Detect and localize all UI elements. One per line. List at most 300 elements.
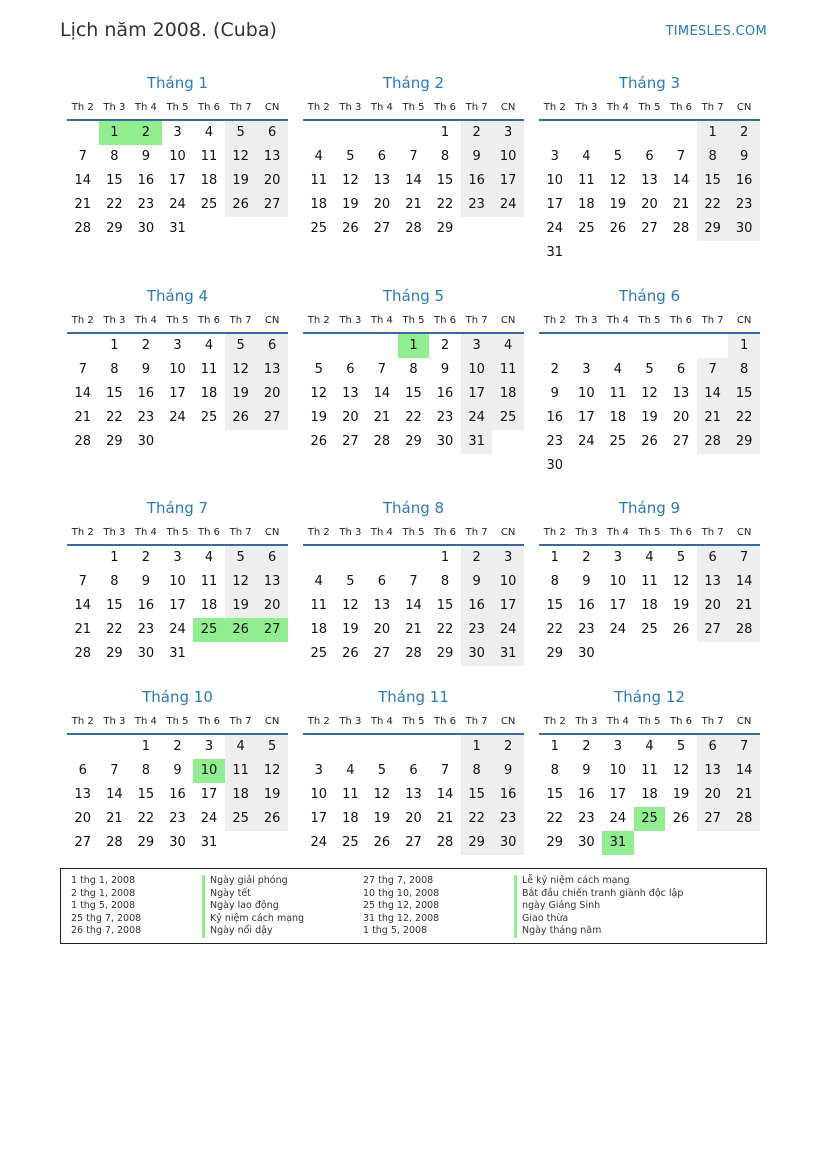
day-cell: 27	[405, 835, 422, 850]
day-cell: 12	[256, 759, 288, 783]
day-cell: 6	[256, 546, 288, 570]
day-cell: 22	[546, 811, 564, 826]
weekday-label: Th 5	[638, 102, 661, 113]
day-cell: 22	[137, 811, 155, 826]
empty-day-cell	[335, 121, 367, 145]
weekday-header	[303, 711, 524, 735]
day-cell: 28	[106, 835, 123, 850]
day-cell: 18	[310, 622, 328, 637]
day-cell: 28	[436, 835, 454, 850]
day-cell: 20	[405, 811, 422, 826]
day-cell: 16	[436, 386, 454, 401]
empty-day-cell	[256, 430, 288, 454]
weekday-label: Th 2	[543, 102, 566, 113]
weekday-label: CN	[500, 527, 516, 538]
week-row	[67, 831, 288, 855]
week-row	[539, 358, 760, 382]
day-cell: 6	[676, 362, 686, 377]
weekday-label: Th 7	[465, 315, 488, 326]
weekday-label: Th 5	[402, 527, 425, 538]
day-cell: 27	[373, 221, 391, 236]
empty-day-cell	[398, 546, 430, 570]
weekday-label: Th 3	[339, 315, 362, 326]
weekday-label: CN	[264, 102, 280, 113]
empty-day-cell	[67, 735, 99, 759]
weekday-label: Th 3	[339, 716, 362, 727]
week-row	[67, 169, 288, 193]
day-cell: 21	[672, 197, 690, 212]
day-cell: 17	[546, 197, 564, 212]
legend-dates-col-2	[363, 875, 439, 938]
legend-date: 27 thg 7, 2008	[363, 875, 434, 886]
day-cell: 6	[377, 574, 387, 589]
empty-day-cell	[665, 642, 697, 666]
day-cell: 26	[609, 221, 627, 236]
day-cell: 6	[78, 763, 87, 778]
day-cell: 6	[697, 546, 729, 570]
day-cell: 9	[461, 145, 493, 169]
day-cell: 28	[373, 434, 391, 449]
day-cell: 29	[728, 430, 760, 454]
week-row	[67, 382, 288, 406]
empty-day-cell	[634, 121, 666, 145]
day-cell: 15	[106, 173, 123, 188]
month-title: Tháng 5	[382, 287, 445, 305]
weekday-header	[539, 97, 760, 121]
weekday-label: Th 3	[339, 527, 362, 538]
day-cell: 4	[645, 550, 654, 565]
day-cell: 16	[728, 169, 760, 193]
day-cell: 12	[310, 386, 328, 401]
day-cell: 9	[440, 362, 450, 377]
day-cell: 29	[546, 646, 564, 661]
day-cell: 1	[141, 739, 151, 754]
day-cell: 11	[310, 598, 328, 613]
legend-date: 31 thg 12, 2008	[363, 912, 440, 924]
week-row	[303, 735, 524, 759]
empty-day-cell	[728, 642, 760, 666]
day-cell: 5	[314, 362, 323, 377]
day-cell: 13	[373, 173, 391, 188]
weekday-label: CN	[736, 315, 752, 326]
day-cell: 5	[225, 121, 257, 145]
day-cell: 16	[137, 598, 155, 613]
day-cell: 4	[582, 149, 591, 164]
day-cell: 6	[645, 149, 654, 164]
day-cell: 5	[613, 149, 623, 164]
weekday-label: Th 5	[166, 315, 189, 326]
day-cell: 19	[225, 382, 257, 406]
day-cell: 31	[169, 646, 186, 661]
month-title: Tháng 2	[382, 74, 445, 92]
day-cell: 26	[672, 811, 690, 826]
brand-link[interactable]: TIMESLES.COM	[665, 24, 767, 39]
empty-day-cell	[303, 121, 335, 145]
day-cell: 29	[461, 831, 493, 855]
holiday-day-cell: 10	[193, 759, 225, 783]
day-cell: 3	[613, 550, 623, 565]
day-cell: 4	[225, 735, 257, 759]
day-cell: 25	[200, 410, 218, 425]
day-cell: 1	[550, 550, 559, 565]
weekday-label: Th 2	[543, 315, 566, 326]
weekday-label: Th 3	[575, 315, 598, 326]
day-cell: 12	[225, 358, 257, 382]
day-cell: 24	[169, 622, 186, 637]
day-cell: 21	[74, 197, 92, 212]
day-cell: 28	[672, 221, 690, 236]
empty-day-cell	[571, 121, 603, 145]
day-cell: 25	[641, 622, 658, 637]
day-cell: 14	[74, 598, 92, 613]
day-cell: 9	[582, 763, 591, 778]
day-cell: 22	[106, 197, 123, 212]
day-cell: 31	[169, 221, 186, 236]
weekday-label: Th 5	[402, 102, 425, 113]
day-cell: 29	[436, 646, 454, 661]
day-cell: 4	[314, 574, 323, 589]
empty-day-cell	[634, 454, 666, 478]
day-cell: 15	[106, 386, 123, 401]
day-cell: 23	[578, 811, 595, 826]
day-cell: 7	[377, 362, 387, 377]
day-cell: 18	[310, 197, 328, 212]
month-block	[67, 497, 288, 666]
legend-date: 10 thg 10, 2008	[363, 887, 440, 899]
day-cell: 3	[204, 739, 214, 754]
month-block	[67, 285, 288, 454]
day-cell: 13	[641, 173, 658, 188]
day-cell: 31	[546, 245, 564, 260]
day-cell: 11	[342, 787, 359, 802]
day-cell: 22	[106, 410, 123, 425]
weekday-label: Th 6	[670, 102, 693, 113]
weekday-label: Th 4	[370, 716, 393, 727]
day-cell: 16	[578, 787, 595, 802]
week-row	[539, 618, 760, 642]
day-cell: 19	[342, 622, 359, 637]
day-cell: 7	[78, 149, 87, 164]
day-cell: 9	[141, 574, 151, 589]
day-cell: 7	[697, 358, 729, 382]
day-cell: 1	[697, 121, 729, 145]
weekday-header	[67, 522, 288, 546]
weekday-label: Th 4	[606, 716, 629, 727]
day-cell: 3	[492, 546, 524, 570]
day-cell: 31	[492, 642, 524, 666]
day-cell: 3	[173, 338, 182, 353]
empty-day-cell	[429, 735, 461, 759]
day-cell: 7	[676, 149, 686, 164]
weekday-label: Th 4	[134, 102, 157, 113]
day-cell: 19	[609, 197, 627, 212]
day-cell: 7	[78, 362, 87, 377]
day-cell: 3	[613, 739, 623, 754]
weekday-label: Th 6	[434, 527, 457, 538]
day-cell: 1	[440, 550, 450, 565]
day-cell: 6	[256, 121, 288, 145]
empty-day-cell	[492, 430, 524, 454]
day-cell: 6	[346, 362, 355, 377]
day-cell: 13	[697, 570, 729, 594]
day-cell: 30	[137, 434, 155, 449]
weekday-label: Th 4	[370, 315, 393, 326]
empty-day-cell	[461, 217, 493, 241]
day-cell: 10	[609, 574, 627, 589]
legend-date: 25 thg 7, 2008	[71, 912, 142, 924]
day-cell: 9	[173, 763, 182, 778]
legend-date: 2 thg 1, 2008	[71, 887, 136, 899]
day-cell: 8	[110, 574, 119, 589]
weekday-label: Th 5	[402, 315, 425, 326]
weekday-label: Th 5	[638, 527, 661, 538]
day-cell: 13	[405, 787, 422, 802]
empty-day-cell	[602, 642, 634, 666]
empty-day-cell	[335, 546, 367, 570]
day-cell: 11	[492, 358, 524, 382]
day-cell: 27	[373, 646, 391, 661]
week-row	[67, 217, 288, 241]
day-cell: 28	[405, 646, 422, 661]
empty-day-cell	[366, 334, 398, 358]
month-title: Tháng 6	[618, 287, 681, 305]
weekday-label: Th 3	[575, 716, 598, 727]
weekday-label: CN	[264, 527, 280, 538]
week-row	[539, 759, 760, 783]
day-cell: 14	[74, 386, 92, 401]
day-cell: 8	[440, 574, 450, 589]
empty-day-cell	[225, 642, 257, 666]
day-cell: 10	[169, 574, 186, 589]
weekday-header	[539, 310, 760, 334]
month-title: Tháng 11	[378, 688, 449, 706]
week-row	[539, 831, 760, 855]
empty-day-cell	[366, 546, 398, 570]
empty-day-cell	[225, 430, 257, 454]
day-cell: 21	[728, 783, 760, 807]
weekday-label: Th 2	[307, 716, 330, 727]
day-cell: 4	[204, 338, 214, 353]
day-cell: 4	[613, 362, 623, 377]
empty-day-cell	[665, 831, 697, 855]
month-block	[67, 686, 288, 855]
weekday-label: Th 6	[198, 716, 221, 727]
day-cell: 5	[676, 550, 686, 565]
day-cell: 28	[728, 807, 760, 831]
day-cell: 14	[405, 598, 422, 613]
day-cell: 13	[373, 598, 391, 613]
weekday-label: Th 4	[606, 527, 629, 538]
day-cell: 11	[641, 574, 658, 589]
weekday-label: CN	[736, 716, 752, 727]
weekday-label: Th 7	[229, 527, 252, 538]
weekday-label: Th 2	[71, 527, 94, 538]
day-cell: 13	[256, 145, 288, 169]
day-cell: 10	[169, 149, 186, 164]
day-cell: 27	[74, 835, 92, 850]
weekday-label: Th 6	[434, 716, 457, 727]
weekday-label: Th 2	[71, 315, 94, 326]
month-block	[539, 497, 760, 666]
week-row	[67, 193, 288, 217]
empty-day-cell	[492, 217, 524, 241]
empty-day-cell	[99, 735, 131, 759]
day-cell: 30	[578, 646, 595, 661]
day-cell: 7	[409, 149, 418, 164]
day-cell: 23	[492, 807, 524, 831]
week-row	[67, 735, 288, 759]
empty-day-cell	[193, 642, 225, 666]
day-cell: 26	[225, 193, 257, 217]
day-cell: 1	[728, 334, 760, 358]
day-cell: 7	[409, 574, 418, 589]
weekday-label: Th 7	[229, 716, 252, 727]
day-cell: 6	[377, 149, 387, 164]
day-cell: 15	[405, 386, 422, 401]
day-cell: 27	[697, 618, 729, 642]
legend-date: 25 thg 12, 2008	[363, 900, 440, 911]
weekday-label: CN	[500, 315, 516, 326]
weekday-label: Th 2	[71, 102, 94, 113]
week-row	[539, 241, 760, 265]
day-cell: 26	[310, 434, 328, 449]
day-cell: 24	[492, 618, 524, 642]
day-cell: 9	[141, 149, 151, 164]
day-cell: 20	[256, 382, 288, 406]
weekday-label: Th 6	[434, 315, 457, 326]
day-cell: 3	[173, 550, 182, 565]
day-cell: 8	[728, 358, 760, 382]
week-row	[67, 642, 288, 666]
day-cell: 24	[492, 193, 524, 217]
day-cell: 25	[200, 197, 218, 212]
day-cell: 27	[641, 221, 658, 236]
empty-day-cell	[697, 454, 729, 478]
day-cell: 10	[609, 763, 627, 778]
weekday-label: Th 6	[670, 527, 693, 538]
day-cell: 30	[578, 835, 595, 850]
day-cell: 18	[578, 197, 595, 212]
day-cell: 24	[200, 811, 218, 826]
week-row	[539, 169, 760, 193]
weekday-label: Th 5	[638, 315, 661, 326]
day-cell: 26	[225, 406, 257, 430]
weekday-label: Th 2	[543, 716, 566, 727]
legend-holiday-name: Ngày tháng năm	[514, 925, 683, 938]
empty-day-cell	[366, 735, 398, 759]
day-cell: 1	[550, 739, 559, 754]
day-cell: 16	[461, 169, 493, 193]
weekday-label: Th 3	[103, 102, 126, 113]
empty-day-cell	[602, 334, 634, 358]
day-cell: 20	[342, 410, 359, 425]
day-cell: 25	[578, 221, 595, 236]
day-cell: 17	[609, 787, 627, 802]
month-title: Tháng 3	[618, 74, 681, 92]
empty-day-cell	[539, 334, 571, 358]
day-cell: 14	[373, 386, 391, 401]
week-row	[539, 807, 760, 831]
day-cell: 29	[546, 835, 564, 850]
day-cell: 23	[436, 410, 454, 425]
month-title: Tháng 8	[382, 499, 445, 517]
empty-day-cell	[225, 831, 257, 855]
day-cell: 26	[672, 622, 690, 637]
legend-holiday-name: Bắt đầu chiến tranh giành độc lập	[514, 888, 683, 901]
day-cell: 28	[74, 434, 92, 449]
day-cell: 23	[461, 193, 493, 217]
day-cell: 17	[310, 811, 328, 826]
legend-holiday-name: Giao thừa	[514, 913, 683, 926]
week-row	[539, 193, 760, 217]
month-block	[303, 72, 524, 241]
weekday-label: Th 5	[166, 102, 189, 113]
empty-day-cell	[398, 735, 430, 759]
day-cell: 21	[405, 622, 422, 637]
day-cell: 27	[256, 406, 288, 430]
day-cell: 28	[728, 618, 760, 642]
day-cell: 17	[200, 787, 218, 802]
weekday-header	[67, 97, 288, 121]
day-cell: 16	[578, 598, 595, 613]
empty-day-cell	[697, 642, 729, 666]
day-cell: 15	[546, 787, 564, 802]
day-cell: 27	[256, 193, 288, 217]
day-cell: 11	[200, 149, 218, 164]
week-row	[539, 594, 760, 618]
day-cell: 1	[461, 735, 493, 759]
weekday-label: Th 4	[134, 315, 157, 326]
day-cell: 18	[225, 783, 257, 807]
day-cell: 12	[641, 386, 658, 401]
week-row	[539, 430, 760, 454]
day-cell: 11	[200, 362, 218, 377]
day-cell: 3	[550, 149, 559, 164]
month-block	[303, 686, 524, 855]
empty-day-cell	[728, 241, 760, 265]
empty-day-cell	[335, 735, 367, 759]
day-cell: 16	[137, 173, 155, 188]
empty-day-cell	[634, 334, 666, 358]
day-cell: 11	[225, 759, 257, 783]
day-cell: 9	[141, 362, 151, 377]
day-cell: 18	[641, 787, 658, 802]
weekday-label: Th 2	[543, 527, 566, 538]
day-cell: 20	[697, 594, 729, 618]
day-cell: 5	[645, 362, 654, 377]
day-cell: 19	[225, 169, 257, 193]
holiday-day-cell: 2	[130, 121, 162, 145]
day-cell: 16	[492, 783, 524, 807]
holiday-day-cell: 27	[256, 618, 288, 642]
empty-day-cell	[697, 334, 729, 358]
empty-day-cell	[571, 334, 603, 358]
weekday-label: CN	[500, 102, 516, 113]
weekday-header	[303, 97, 524, 121]
week-row	[303, 382, 524, 406]
day-cell: 9	[728, 145, 760, 169]
weekday-label: Th 6	[198, 315, 221, 326]
day-cell: 17	[492, 594, 524, 618]
day-cell: 26	[373, 835, 391, 850]
day-cell: 24	[609, 622, 627, 637]
week-row	[303, 145, 524, 169]
holiday-day-cell: 31	[602, 831, 634, 855]
weekday-header	[303, 522, 524, 546]
weekday-label: Th 7	[701, 102, 724, 113]
legend-holiday-name: Lễ kỷ niệm cách mạng	[514, 875, 683, 888]
day-cell: 1	[440, 125, 450, 140]
